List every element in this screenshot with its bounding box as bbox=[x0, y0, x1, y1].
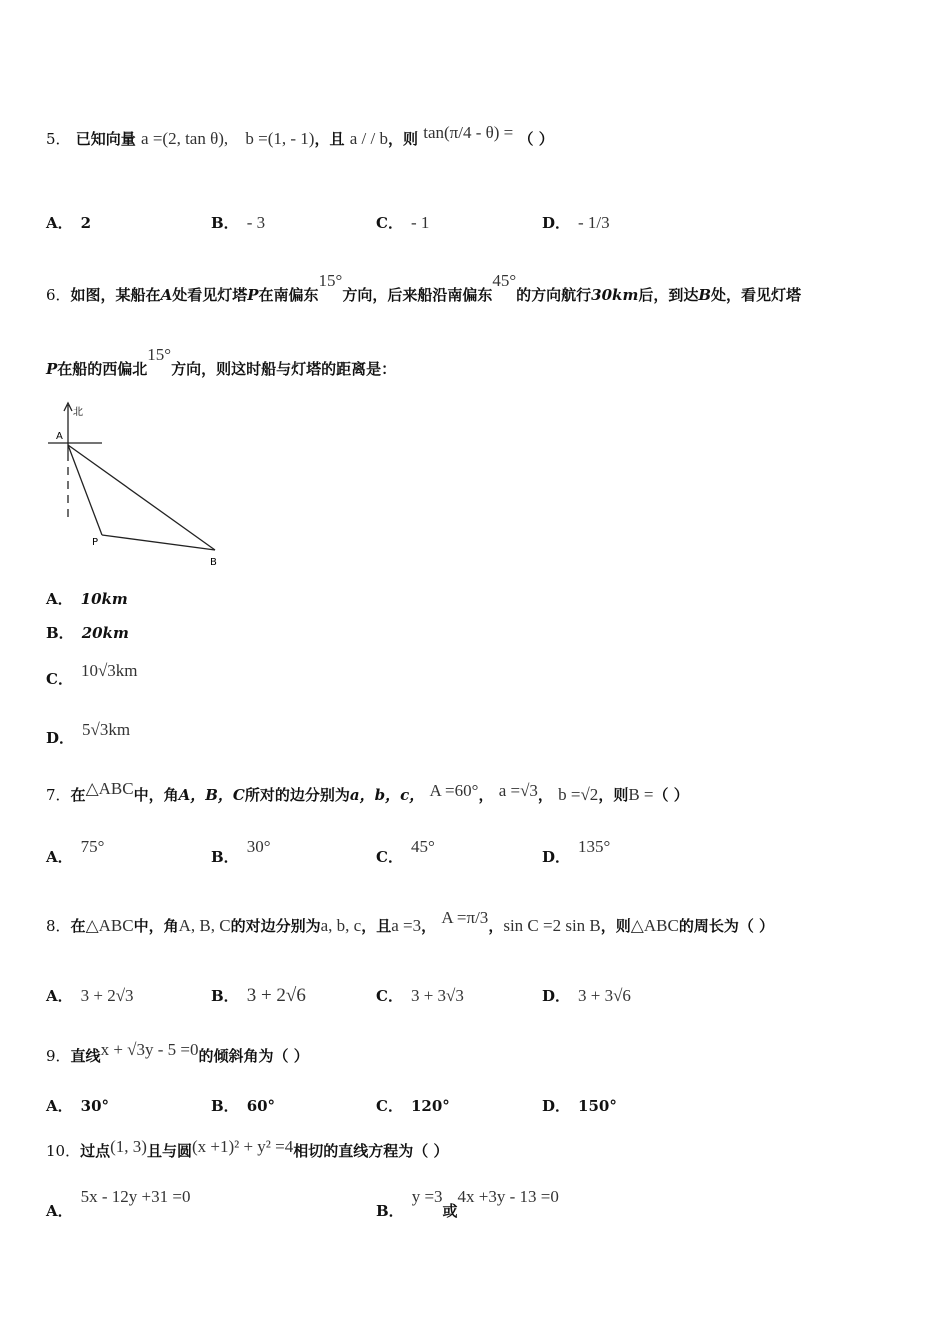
q8-option-d[interactable]: D． 3 + 3√6 bbox=[542, 986, 631, 1005]
q9-option-a[interactable]: A． 30° bbox=[46, 1097, 110, 1115]
question-6-stem-line1: 6．如图，某船在A处看见灯塔P在南偏东15°方向，后来船沿南偏东45°的方向航行30km后，到达B处，看见灯塔 bbox=[46, 271, 802, 304]
vector-b: b =(1, - 1) bbox=[245, 129, 315, 148]
q7-option-a[interactable]: A．75° bbox=[46, 837, 105, 866]
question-number: 5． bbox=[46, 130, 71, 148]
q10-option-a[interactable]: A．5x - 12y +31 =0 bbox=[46, 1187, 191, 1220]
question-6-stem-line2: P在船的西偏北15°方向，则这时船与灯塔的距离是： bbox=[46, 345, 397, 378]
q10-option-b[interactable]: B．y =3或4x +3y - 13 =0 bbox=[376, 1187, 559, 1220]
tan-expression: tan(π/4 - θ) = bbox=[423, 123, 514, 142]
angle-15b: 15° bbox=[147, 345, 172, 364]
q7-option-c[interactable]: C．45° bbox=[376, 837, 435, 866]
q7-option-d[interactable]: D．135° bbox=[542, 837, 611, 866]
q6-option-a[interactable]: A． 10km bbox=[46, 590, 128, 608]
question-8-stem: 8．在△ABC中，角A, B, C的对边分别为a, b, c，且a =3， A =π/3，sin C =2 sin B，则△ABC的周长为（ ） bbox=[46, 908, 775, 935]
q9-option-b[interactable]: B． 60° bbox=[211, 1097, 276, 1115]
question-9-stem: 9．直线x + √3y - 5 =0的倾斜角为（ ） bbox=[46, 1040, 309, 1065]
question-5-stem: 5． 已知向量 a =(2, tan θ), b =(1, - 1)，且 a / / b，则 tan(π/4 - θ) = （ ） bbox=[46, 123, 554, 148]
q9-option-c[interactable]: C． 120° bbox=[376, 1097, 450, 1115]
q6-option-b[interactable]: B． 20km bbox=[46, 624, 129, 642]
north-label: 北 bbox=[73, 407, 83, 418]
q6-option-d[interactable]: D． 5√3km bbox=[46, 720, 131, 747]
question-10-stem: 10．过点(1, 3)且与圆(x +1)² + y² =4相切的直线方程为（ ） bbox=[46, 1137, 449, 1160]
q5-option-c[interactable]: C． - 1 bbox=[376, 213, 430, 232]
angle-15: 15° bbox=[318, 271, 343, 290]
question-7-stem: 7．在△ABC中，角A，B，C所对的边分别为a，b，c， A =60°， a =√3， b =√2，则B =（ ） bbox=[46, 779, 689, 804]
q8-option-b[interactable]: B． 3 + 2√6 bbox=[211, 985, 306, 1006]
vector-a: a =(2, tan θ), bbox=[141, 129, 229, 148]
segment-AP bbox=[68, 445, 102, 535]
q9-option-d[interactable]: D． 150° bbox=[542, 1097, 617, 1115]
q8-option-a[interactable]: A． 3 + 2√3 bbox=[46, 986, 134, 1005]
q8-option-c[interactable]: C． 3 + 3√3 bbox=[376, 986, 464, 1005]
point-P-label: P bbox=[92, 537, 99, 548]
point-A-label: A bbox=[56, 431, 63, 442]
ship-lighthouse-figure bbox=[40, 395, 230, 570]
segment-AB bbox=[68, 445, 215, 550]
q5-option-a[interactable]: A． 2 bbox=[46, 214, 92, 232]
parallel-condition: a / / b bbox=[349, 129, 388, 148]
q6-option-c[interactable]: C． 10√3km bbox=[46, 661, 138, 688]
point-B-label: B bbox=[210, 557, 217, 568]
q5-option-b[interactable]: B． - 3 bbox=[211, 213, 266, 232]
q7-option-b[interactable]: B．30° bbox=[211, 837, 271, 866]
angle-45: 45° bbox=[492, 271, 517, 290]
q5-option-d[interactable]: D． - 1/3 bbox=[542, 213, 610, 232]
